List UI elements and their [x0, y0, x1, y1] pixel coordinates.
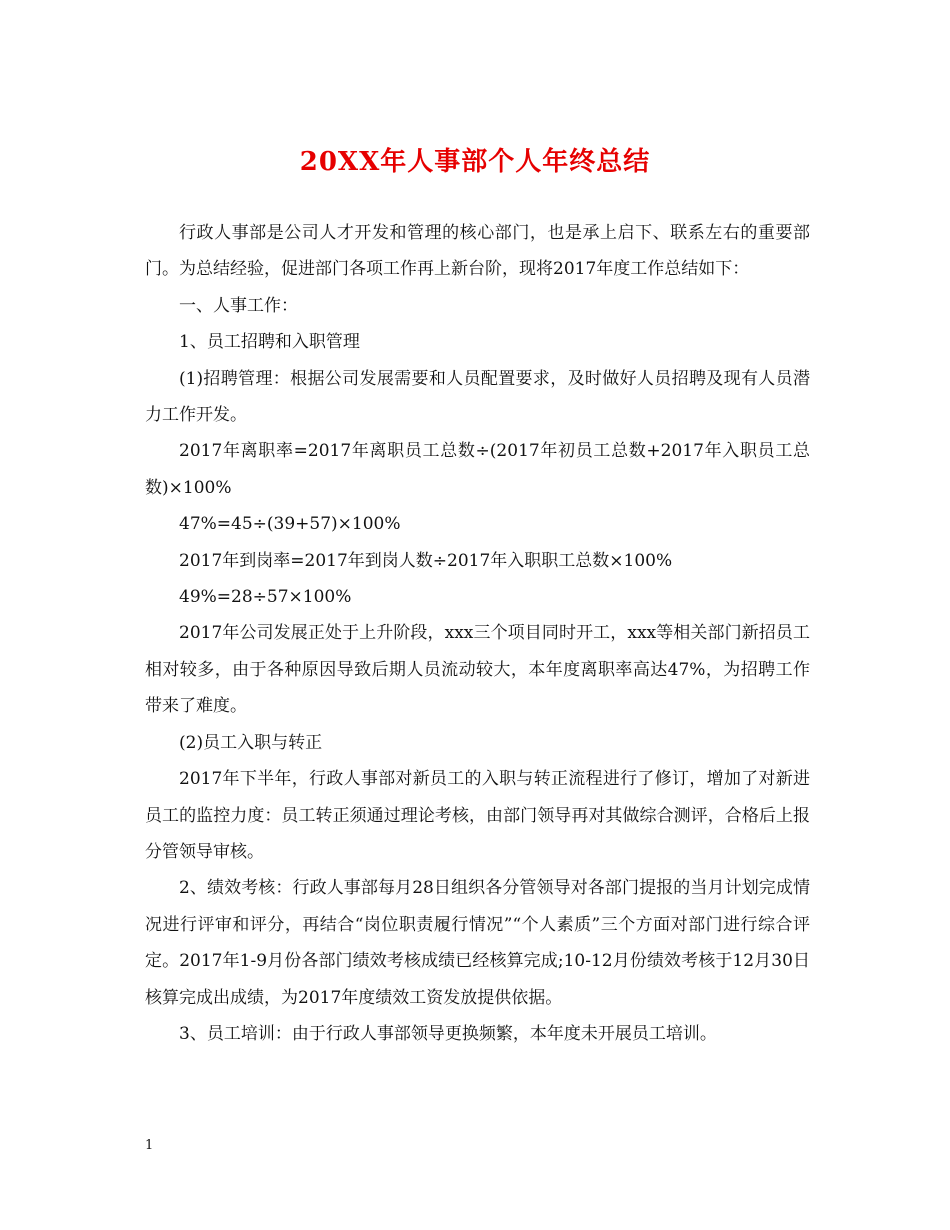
- page-number: 1: [145, 1138, 154, 1153]
- paragraph-recruitment-management: (1)招聘管理：根据公司发展需要和人员配置要求，及时做好人员招聘及现有人员潜力工作开发。: [145, 368, 810, 426]
- paragraph-turnover-analysis: 2017年公司发展正处于上升阶段，xxx三个项目同时开工，xxx等相关部门新招员工相对较多，由于各种原因导致后期人员流动较大，本年度离职率高达47%，为招聘工作带来了难度。: [145, 623, 810, 717]
- section-heading-personnel: 一、人事工作：: [179, 295, 298, 316]
- paragraph-onboarding: 2017年下半年，行政人事部对新员工的入职与转正流程进行了修订，增加了对新进员工的监控力度：员工转正须通过理论考核，由部门领导再对其做综合测评，合格后上报分管领导审核。: [145, 769, 810, 862]
- formula-turnover-calculation: 47%=45÷(39+57)×100%: [179, 514, 401, 535]
- document-title: 20XX年人事部个人年终总结: [299, 147, 651, 177]
- document-body: [145, 215, 810, 1052]
- formula-turnover-rate: 2017年离职率=2017年离职员工总数÷(2017年初员工总数+2017年入职员工总数)×100%: [145, 441, 810, 498]
- subsection-heading-onboarding: (2)员工入职与转正: [179, 732, 323, 753]
- subsection-heading-recruitment: 1、员工招聘和入职管理: [179, 332, 360, 353]
- paragraph-intro: 行政人事部是公司人才开发和管理的核心部门，也是承上启下、联系左右的重要部门。为总结经验，促进部门各项工作再上新台阶，现将2017年度工作总结如下：: [145, 223, 810, 280]
- paragraph-performance-review: 2、绩效考核：行政人事部每月28日组织各分管领导对各部门提报的当月计划完成情况进行评审和评分，再结合“岗位职责履行情况”“个人素质”三个方面对部门进行综合评定。2017年1-9月份各部门绩效考核成绩已经核算完成;10-12月份绩效考核于12月30日核算完成出成绩，为2017年度绩效工资发放提供依据。: [145, 878, 810, 1008]
- formula-arrival-calculation: 49%=28÷57×100%: [179, 587, 352, 608]
- formula-arrival-rate: 2017年到岗率=2017年到岗人数÷2017年入职职工总数×100%: [179, 550, 673, 571]
- paragraph-training: 3、员工培训：由于行政人事部领导更换频繁，本年度未开展员工培训。: [179, 1023, 717, 1044]
